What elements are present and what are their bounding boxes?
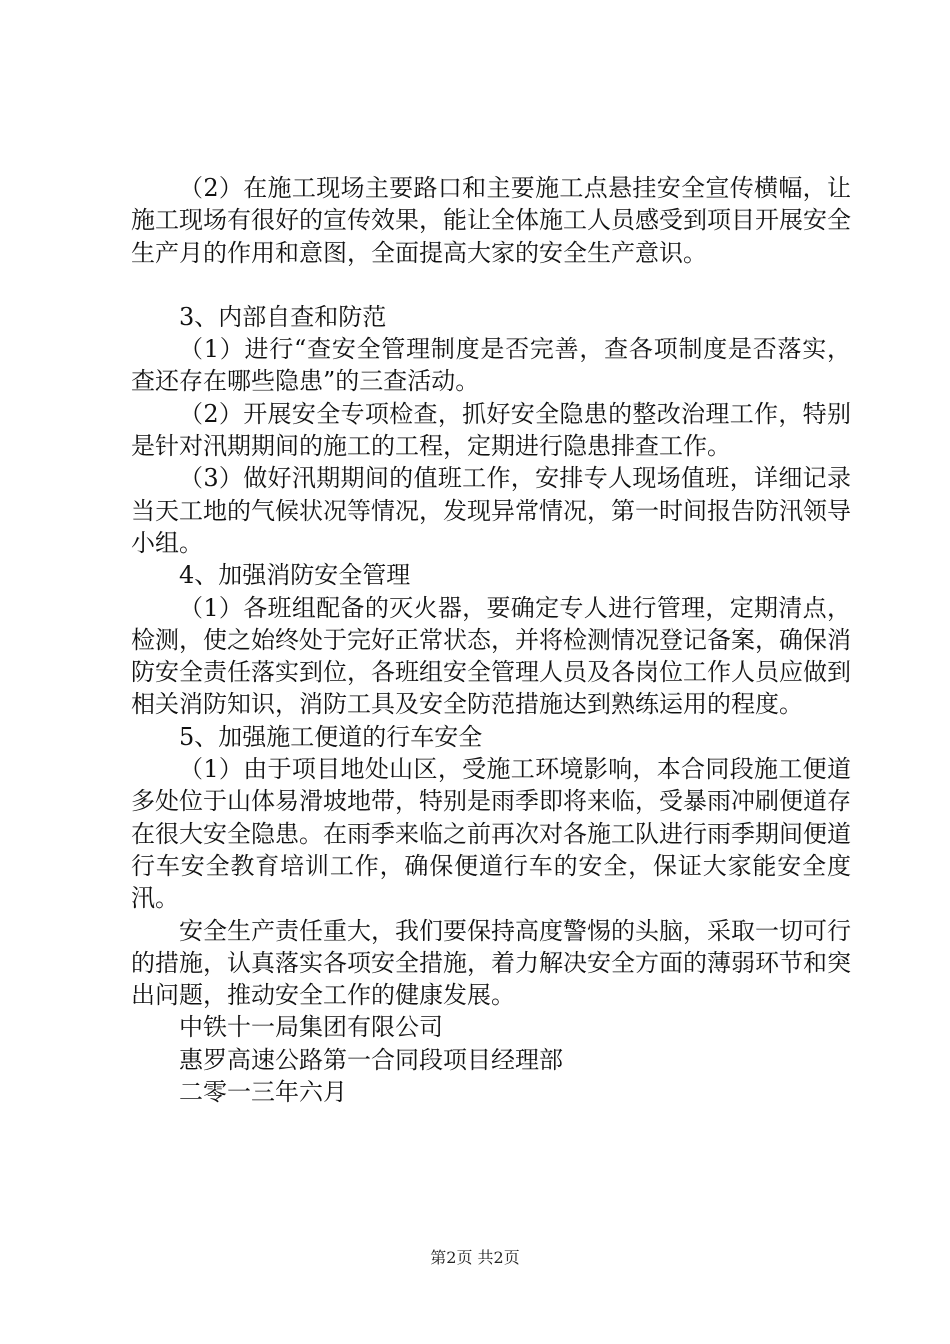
heading-self-inspection: 3、内部自查和防范 bbox=[179, 302, 387, 331]
signature-company: 中铁十一局集团有限公司 bbox=[179, 1013, 443, 1042]
paragraph-three-checks: （1）进行“查安全管理制度是否完善，查各项制度是否落实，查还存在哪些隐患”的三查活动。 bbox=[131, 335, 851, 396]
heading-road-safety: 5、加强施工便道的行车安全 bbox=[179, 722, 483, 751]
paragraph-extinguishers: （1）各班组配备的灭火器，要确定专人进行管理，定期清点，检测，使之始终处于完好正常状态，并将检测情况登记备案，确保消防安全责任落实到位，各班组安全管理人员及各岗位工作人员应做到相关消防知识，消防工具及安全防范措施达到熟练运用的程度。 bbox=[131, 593, 851, 719]
heading-fire-safety: 4、加强消防安全管理 bbox=[179, 561, 411, 590]
signature-date: 二零一三年六月 bbox=[179, 1078, 347, 1107]
document-body bbox=[131, 172, 851, 1108]
paragraph-special-inspection: （2）开展安全专项检查，抓好安全隐患的整改治理工作，特别是针对汛期期间的施工的工程，定期进行隐患排查工作。 bbox=[131, 399, 851, 461]
page-number-footer: 第2页 共2页 bbox=[430, 1248, 520, 1267]
signature-department: 惠罗高速公路第一合同段项目经理部 bbox=[179, 1045, 563, 1074]
paragraph-conclusion: 安全生产责任重大，我们要保持高度警惕的头脑，采取一切可行的措施，认真落实各项安全措施，着力解决安全方面的薄弱环节和突出问题，推动安全工作的健康发展。 bbox=[131, 916, 851, 1010]
paragraph-flood-duty: （3）做好汛期期间的值班工作，安排专人现场值班，详细记录当天工地的气候状况等情况，发现异常情况，第一时间报告防汛领导小组。 bbox=[131, 464, 851, 557]
paragraph-mountain-road: （1）由于项目地处山区，受施工环境影响，本合同段施工便道多处位于山体易滑坡地带，特别是雨季即将来临，受暴雨冲刷便道存在很大安全隐患。在雨季来临之前再次对各施工队进行雨季期间便道行车安全教育培训工作，确保便道行车的安全，保证大家能安全度汛。 bbox=[131, 755, 851, 913]
paragraph-banner: （2）在施工现场主要路口和主要施工点悬挂安全宣传横幅，让施工现场有很好的宣传效果，能让全体施工人员感受到项目开展安全生产月的作用和意图，全面提高大家的安全生产意识。 bbox=[131, 174, 851, 267]
blank-line bbox=[131, 269, 851, 301]
